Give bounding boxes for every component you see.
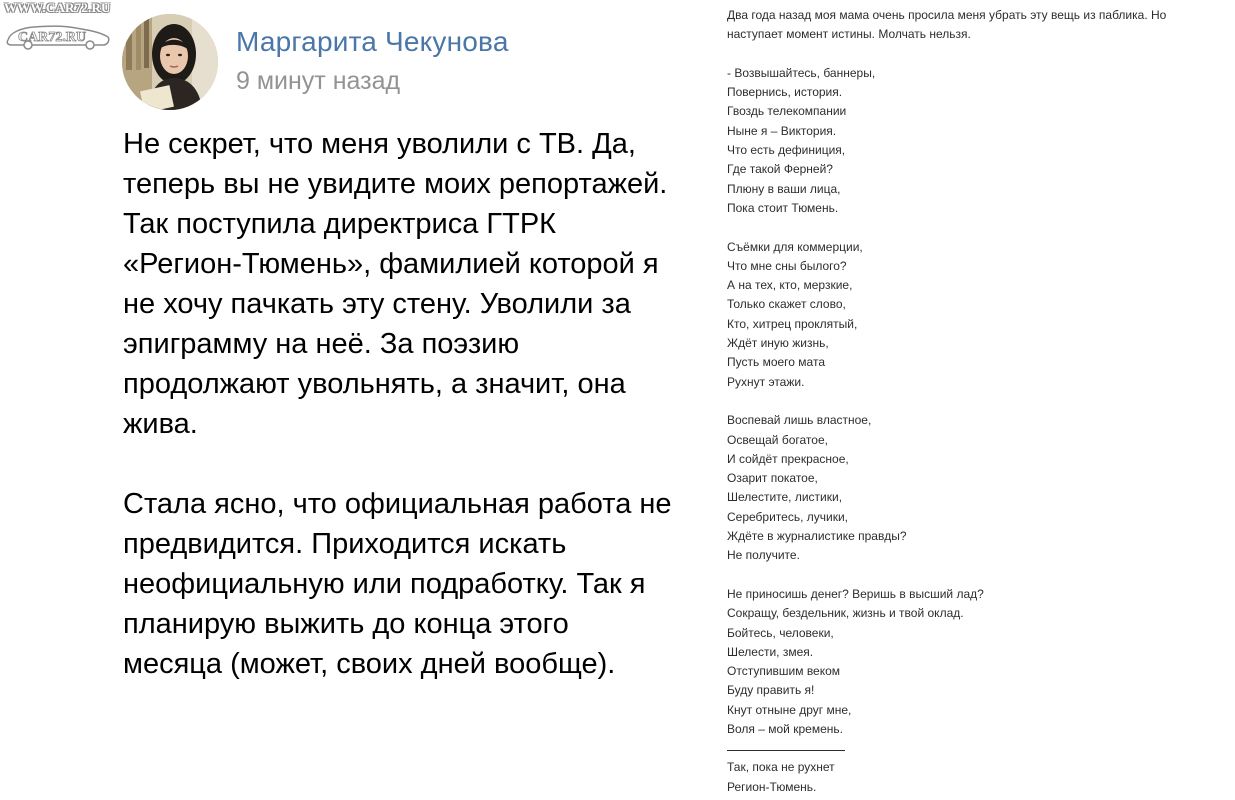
poem-line: Что есть дефиниция, (727, 143, 846, 158)
poem-line: Съёмки для коммерции, (727, 239, 863, 254)
poem-line: Гвоздь телекомпании (727, 104, 847, 119)
poem-line: Регион-Тюмень. (727, 779, 817, 794)
post-text (123, 124, 713, 684)
poem-line: Кнут отныне друг мне, (727, 702, 852, 717)
poem-line: Ждёт иную жизнь, (727, 336, 829, 351)
poem-stanza (727, 238, 1232, 392)
poem-line: Воля – мой кремень. (727, 721, 843, 736)
poem-line: Что мне сны былого? (727, 258, 847, 273)
post-paragraph: Не секрет, что меня уволили с ТВ. Да, теперь вы не увидите моих репортажей. Так поступила директриса ГТРК «Регион-Тюмень», фамилией которой я не хочу пачкать эту стену. Уволили за эпиграмму на неё. За поэзию продолжают увольнять, а значит, она жива. (123, 128, 668, 440)
poem-line: Отступившим веком (727, 664, 841, 679)
poem-line: Воспевай лишь властное, (727, 413, 872, 428)
poem-line: Так, пока не рухнет (727, 760, 835, 775)
poem-line: Где такой Ферней? (727, 162, 833, 177)
poem-column (727, 6, 1232, 797)
avatar[interactable] (122, 14, 218, 110)
poem-stanza (727, 585, 1232, 797)
poem-line: Бойтесь, человеки, (727, 625, 834, 640)
poem-line: Шелестите, листики, (727, 490, 843, 505)
poem-line: Ныне я – Виктория. (727, 123, 837, 138)
poem-line: А на тех, кто, мерзкие, (727, 278, 853, 293)
poem-intro: Два года назад моя мама очень просила меня убрать эту вещь из паблика. Но наступает момент истины. Молчать нельзя. (727, 8, 1167, 42)
poem-line: Пока стоит Тюмень. (727, 200, 839, 215)
poem-line: Повернись, история. (727, 85, 843, 100)
poem-line: Освещай богатое, (727, 432, 828, 447)
poem-line: Сокращу, бездельник, жизнь и твой оклад. (727, 606, 964, 621)
poem-line: Пусть моего мата (727, 355, 825, 370)
poem-line: Шелести, змея. (727, 644, 814, 659)
poem-line: Серебритесь, лучики, (727, 509, 849, 524)
poem-line: Не получите. (727, 548, 800, 563)
watermark-url: WWW.CAR72.RU (4, 0, 111, 15)
site-watermark (2, 0, 132, 50)
post-paragraph: Стала ясно, что официальная работа не предвидится. Приходится искать неофициальную или подработку. Так я планирую выжить до конца этого месяца (может, своих дней вообще). (123, 488, 672, 680)
poem-line: Ждёте в журналистике правды? (727, 529, 907, 544)
car-logo-icon (4, 18, 114, 50)
poem-divider (727, 750, 845, 751)
avatar-photo (122, 14, 218, 110)
poem-line: - Возвышайтесь, баннеры, (727, 65, 876, 80)
post-timestamp[interactable]: 9 минут назад (236, 67, 401, 95)
poem-line: Не приносишь денег? Веришь в высший лад? (727, 586, 984, 601)
poem-line: И сойдёт прекрасное, (727, 451, 849, 466)
poem-line: Кто, хитрец проклятый, (727, 316, 858, 331)
poem-line: Буду править я! (727, 683, 815, 698)
poem-stanza (727, 411, 1232, 565)
author-name-link[interactable]: Маргарита Чекунова (236, 26, 509, 57)
poem-line: Только скажет слово, (727, 297, 846, 312)
poem-line: Плюну в ваши лица, (727, 181, 841, 196)
svg-text:CAR72.RU: CAR72.RU (18, 30, 87, 45)
poem-line: Озарит покатое, (727, 471, 818, 486)
poem-stanza (727, 64, 1232, 218)
poem-line: Рухнут этажи. (727, 374, 805, 389)
